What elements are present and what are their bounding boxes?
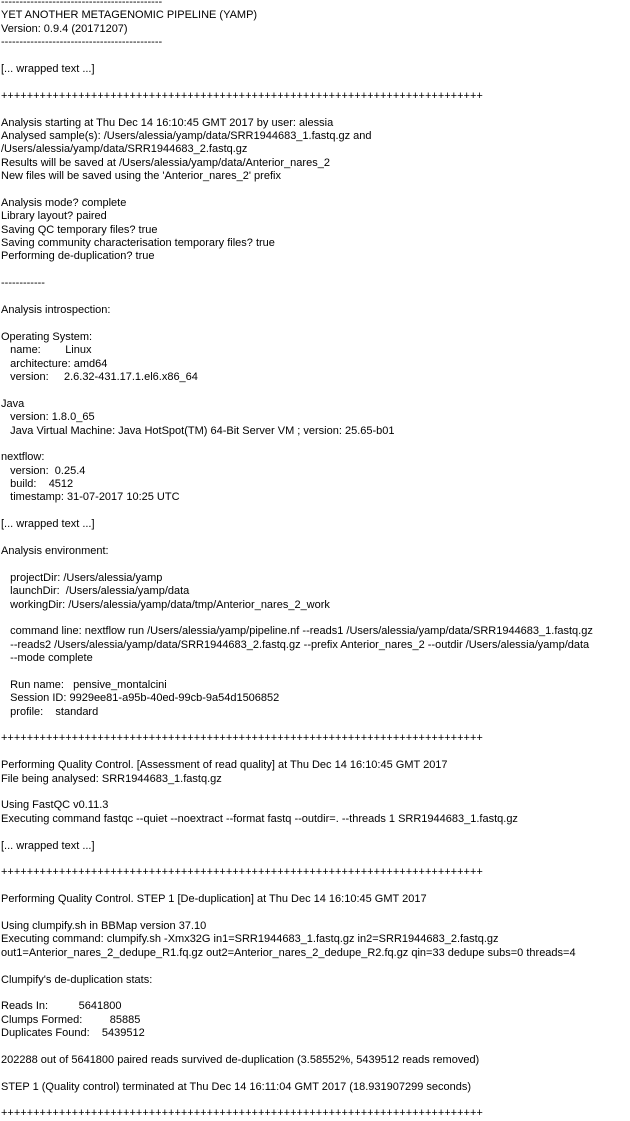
log-line: Analysis introspection: (1, 303, 111, 316)
log-line: Performing de-duplication? true (1, 250, 155, 263)
log-line: workingDir: /Users/alessia/yamp/data/tmp/Anterior_nares_2_work (1, 598, 330, 611)
log-line: Operating System: (1, 330, 93, 343)
log-line: Analysed sample(s): /Users/alessia/yamp/data/SRR1944683_1.fastq.gz and (1, 129, 372, 142)
log-line: New files will be saved using the 'Anterior_nares_2' prefix (1, 170, 281, 183)
blank-line (1, 826, 630, 839)
log-line: version: 0.25.4 (1, 464, 86, 477)
blank-line (1, 1094, 630, 1107)
log-line: Executing command: clumpify.sh -Xmx32G in1=SRR1944683_1.fastq.gz in2=SRR1944683_2.fastq.gz (1, 933, 499, 946)
log-line: [... wrapped text ...] (1, 839, 95, 852)
log-line: 202288 out of 5641800 paired reads survived de-duplication (3.58552%, 5439512 reads removed) (1, 1053, 480, 1066)
log-line: name: Linux (1, 344, 92, 357)
blank-line (1, 103, 630, 116)
log-line: Using FastQC v0.11.3 (1, 799, 109, 812)
log-line: out1=Anterior_nares_2_dedupe_R1.fq.gz out2=Anterior_nares_2_dedupe_R2.fq.gz qin=33 dedupe subs=0 threads=4 (1, 946, 576, 959)
log-line: timestamp: 31-07-2017 10:25 UTC (1, 491, 180, 504)
log-line: nextflow: (1, 451, 45, 464)
log-line: --reads2 /Users/alessia/yamp/data/SRR1944683_2.fastq.gz --prefix Anterior_nares_2 --outdir /Users/alessia/yamp/data (1, 638, 590, 651)
log-line: +++++++++++++++++++++++++++++++++++++++++++++++++++++++++++++++++++++++++++ (1, 89, 483, 102)
blank-line (1, 76, 630, 89)
log-line: projectDir: /Users/alessia/yamp (1, 571, 163, 584)
blank-line (1, 183, 630, 196)
log-line: Run name: pensive_montalcini (1, 678, 167, 691)
blank-line (1, 719, 630, 732)
log-line: launchDir: /Users/alessia/yamp/data (1, 585, 190, 598)
blank-line (1, 317, 630, 330)
blank-line (1, 532, 630, 545)
log-line: --mode complete (1, 652, 93, 665)
log-line: Duplicates Found: 5439512 (1, 1027, 145, 1040)
blank-line (1, 960, 630, 973)
log-line: YET ANOTHER METAGENOMIC PIPELINE (YAMP) (1, 9, 258, 22)
log-line: Version: 0.9.4 (20171207) (1, 22, 128, 35)
log-line: Saving community characterisation temporary files? true (1, 237, 275, 250)
log-line: Analysis environment: (1, 545, 109, 558)
log-line: Saving QC temporary files? true (1, 223, 158, 236)
log-line: version: 1.8.0_65 (1, 411, 95, 424)
log-line: [... wrapped text ...] (1, 62, 95, 75)
log-line: Performing Quality Control. [Assessment of read quality] at Thu Dec 14 16:10:45 GMT 2017 (1, 759, 448, 772)
blank-line (1, 438, 630, 451)
blank-line (1, 880, 630, 893)
log-line: +++++++++++++++++++++++++++++++++++++++++++++++++++++++++++++++++++++++++++ (1, 866, 483, 879)
blank-line (1, 666, 630, 679)
log-line: -------------------------------------------- (1, 36, 163, 49)
log-line: Clumpify's de-duplication stats: (1, 973, 153, 986)
log-line: build: 4512 (1, 478, 74, 491)
blank-line (1, 987, 630, 1000)
log-line: STEP 1 (Quality control) terminated at Thu Dec 14 16:11:04 GMT 2017 (18.931907299 seconds) (1, 1080, 472, 1093)
log-line: Performing Quality Control. STEP 1 [De-duplication] at Thu Dec 14 16:10:45 GMT 2017 (1, 893, 427, 906)
log-line: Library layout? paired (1, 210, 107, 223)
blank-line (1, 384, 630, 397)
log-line: [... wrapped text ...] (1, 518, 95, 531)
log-line: Clumps Formed: 85885 (1, 1013, 141, 1026)
blank-line (1, 1067, 630, 1080)
log-line: /Users/alessia/yamp/data/SRR1944683_2.fastq.gz (1, 143, 248, 156)
blank-line (1, 558, 630, 571)
blank-line (1, 907, 630, 920)
log-line: Analysis starting at Thu Dec 14 16:10:45 GMT 2017 by user: alessia (1, 116, 334, 129)
log-line: Analysis mode? complete (1, 196, 127, 209)
blank-line (1, 1040, 630, 1053)
log-line: Session ID: 9929ee81-a95b-40ed-99cb-9a54d1506852 (1, 692, 280, 705)
blank-line (1, 264, 630, 277)
log-line: +++++++++++++++++++++++++++++++++++++++++++++++++++++++++++++++++++++++++++ (1, 732, 483, 745)
blank-line (1, 786, 630, 799)
blank-line (1, 853, 630, 866)
log-line: command line: nextflow run /Users/alessia/yamp/pipeline.nf --reads1 /Users/alessia/yamp/data/SRR1944683_1.fastq.gz (1, 625, 593, 638)
blank-line (1, 291, 630, 304)
blank-line (1, 746, 630, 759)
log-line: Java (1, 397, 25, 410)
log-line: architecture: amd64 (1, 357, 108, 370)
log-line: Results will be saved at /Users/alessia/yamp/data/Anterior_nares_2 (1, 156, 330, 169)
log-line: Reads In: 5641800 (1, 1000, 122, 1013)
log-line: Java Virtual Machine: Java HotSpot(TM) 64-Bit Server VM ; version: 25.65-b01 (1, 424, 395, 437)
log-line: -------------------------------------------- (1, 0, 163, 8)
log-line: ------------ (1, 277, 45, 290)
log-line: profile: standard (1, 705, 99, 718)
blank-line (1, 612, 630, 625)
log-line: version: 2.6.32-431.17.1.el6.x86_64 (1, 370, 198, 383)
log-line: Executing command fastqc --quiet --noextract --format fastq --outdir=. --threads 1 SRR1944683_1.fastq.gz (1, 812, 518, 825)
log-line: +++++++++++++++++++++++++++++++++++++++++++++++++++++++++++++++++++++++++++ (1, 1107, 483, 1120)
blank-line (1, 505, 630, 518)
blank-line (1, 50, 630, 63)
log-line: File being analysed: SRR1944683_1.fastq.gz (1, 772, 222, 785)
log-line: Using clumpify.sh in BBMap version 37.10 (1, 919, 207, 932)
